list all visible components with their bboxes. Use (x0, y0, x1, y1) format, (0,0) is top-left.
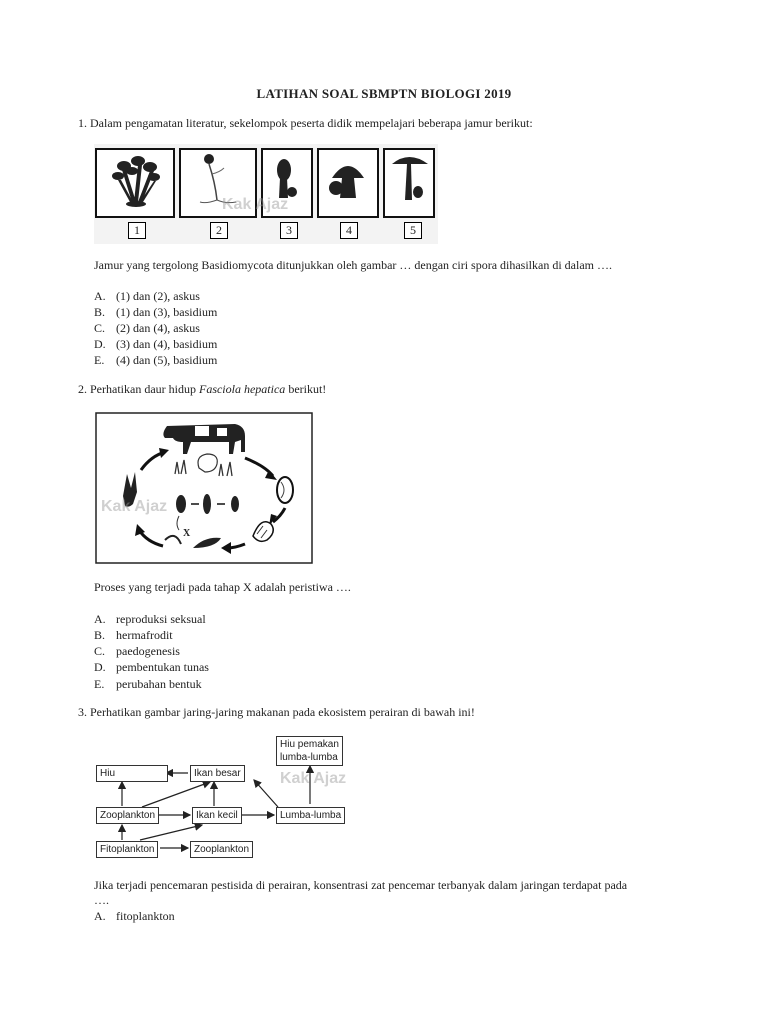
label-2: 2 (210, 222, 228, 239)
q2-option-b[interactable]: B. hermafrodit (94, 628, 173, 642)
node-hiu: Hiu (96, 765, 168, 782)
label-4: 4 (340, 222, 358, 239)
q2-question: Proses yang terjadi pada tahap X adalah peristiwa …. (94, 580, 351, 594)
q2-option-d[interactable]: D. pembentukan tunas (94, 660, 209, 674)
node-ikan-kecil: Ikan kecil (192, 807, 242, 824)
q1-option-a[interactable]: A. (1) dan (2), askus (94, 289, 200, 303)
mushroom-figure (94, 144, 438, 244)
mushroom-panel-1 (96, 149, 174, 217)
watermark-1: Kak Ajaz (222, 196, 289, 213)
mushroom-panel-4 (318, 149, 378, 217)
lifecycle-figure (95, 412, 313, 564)
label-3: 3 (280, 222, 298, 239)
q3-option-a[interactable]: A. fitoplankton (94, 909, 175, 923)
q1-option-d[interactable]: D. (3) dan (4), basidium (94, 337, 218, 351)
label-1: 1 (128, 222, 146, 239)
label-5: 5 (404, 222, 422, 239)
q2-stem: 2. Perhatikan daur hidup Fasciola hepatica berikut! (78, 382, 327, 396)
page-title: LATIHAN SOAL SBMPTN BIOLOGI 2019 (256, 86, 512, 101)
watermark-3: Kak Ajaz (280, 770, 347, 787)
node-lumba-lumba: Lumba-lumba (276, 807, 345, 824)
node-fitoplankton: Fitoplankton (96, 841, 158, 858)
q2-option-c[interactable]: C. paedogenesis (94, 644, 180, 658)
q3-stem: 3. Perhatikan gambar jaring-jaring makanan pada ekosistem perairan di bawah ini! (78, 705, 475, 719)
q1-option-e[interactable]: E. (4) dan (5), basidium (94, 353, 218, 367)
q2-option-e[interactable]: E. perubahan bentuk (94, 677, 202, 691)
stage-x-label: X (183, 528, 191, 539)
q1-option-b[interactable]: B. (1) dan (3), basidium (94, 305, 218, 319)
q1-stem: 1. Dalam pengamatan literatur, sekelompok peserta didik mempelajari beberapa jamur berikut: (78, 116, 533, 130)
q2-option-a[interactable]: A. reproduksi seksual (94, 612, 206, 626)
node-hiu-pemakan: Hiu pemakan lumba-lumba (276, 736, 343, 766)
node-ikan-besar: Ikan besar (190, 765, 245, 782)
q3-question-line2: …. (94, 893, 109, 907)
watermark-2: Kak Ajaz (101, 498, 168, 515)
food-web-figure (92, 730, 352, 864)
mushroom-panel-5 (384, 149, 434, 217)
q1-question: Jamur yang tergolong Basidiomycota ditunjukkan oleh gambar … dengan ciri spora dihasilkan di dalam …. (94, 258, 612, 272)
q1-option-c[interactable]: C. (2) dan (4), askus (94, 321, 200, 335)
node-zooplankton-2: Zooplankton (190, 841, 253, 858)
node-zooplankton-1: Zooplankton (96, 807, 159, 824)
q3-question-line1: Jika terjadi pencemaran pestisida di perairan, konsentrasi zat pencemar terbanyak dalam jaringan terdapat pada (94, 878, 628, 892)
